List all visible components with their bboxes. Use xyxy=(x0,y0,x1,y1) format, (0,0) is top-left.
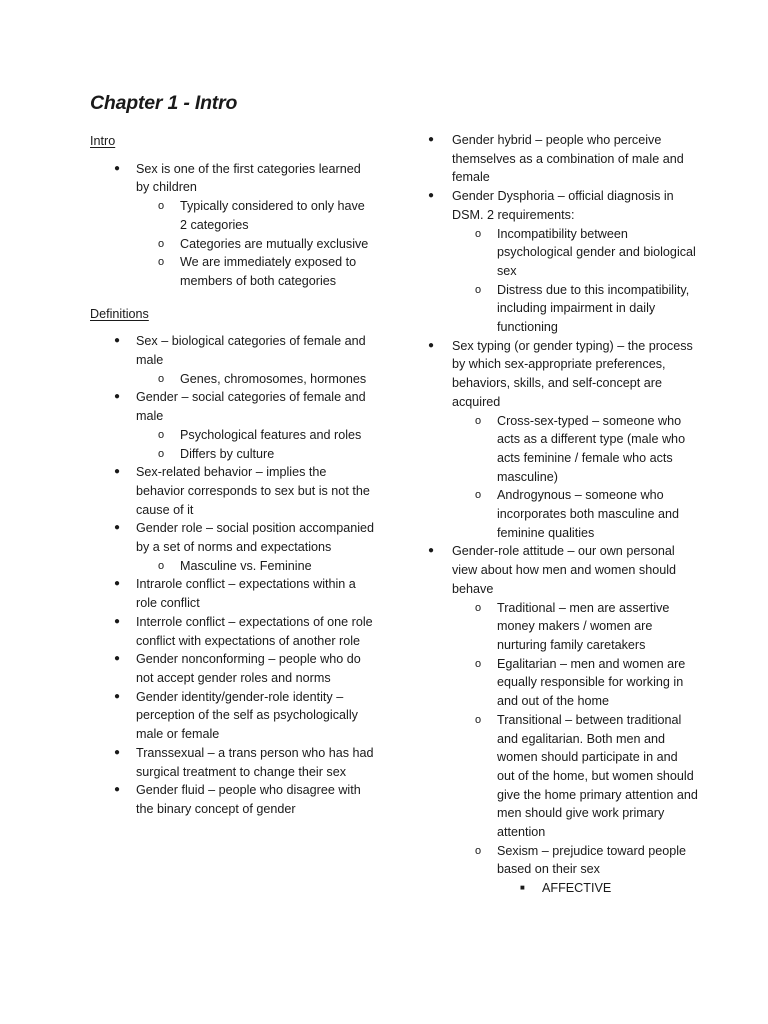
list-item: o Egalitarian – men and women are equally responsible for working in and out of the home xyxy=(475,656,686,709)
right-list xyxy=(428,131,698,898)
list-item: ● Intrarole conflict – expectations within a role conflict xyxy=(114,577,356,611)
bullet-icon: ● xyxy=(114,746,121,758)
bullet-icon: ● xyxy=(114,784,121,796)
list-item: o Cross-sex-typed – someone who acts as a different type (male who acts feminine / female who acts masculine) xyxy=(475,413,686,484)
bullet-icon: ● xyxy=(428,134,435,145)
bullet-icon: ● xyxy=(114,653,121,665)
left-column xyxy=(90,132,375,819)
list-item: ● Interrole conflict – expectations of one role conflict with expectations of another role xyxy=(114,614,373,648)
section-heading-definitions: Definitions xyxy=(90,306,149,321)
intro-list xyxy=(90,160,375,291)
list-item: ● Sex is one of the first categories learned by children xyxy=(114,161,361,195)
list-item: ● Gender hybrid – people who perceive themselves as a combination of male and female xyxy=(428,133,684,185)
list-item: ● Sex-related behavior – implies the behavior corresponds to sex but is not the cause of it xyxy=(114,465,370,517)
bullet-icon: ● xyxy=(114,690,121,702)
bullet-icon: ● xyxy=(114,578,121,590)
definitions-list xyxy=(90,332,375,818)
circle-bullet-icon: o xyxy=(475,657,482,670)
circle-bullet-icon: o xyxy=(475,489,482,502)
list-item: ● Gender nonconforming – people who do not accept gender roles and norms xyxy=(114,652,361,685)
list-item: o Typically considered to only have 2 categories xyxy=(158,199,365,232)
list-item: o Incompatibility between psychological gender and biological sex xyxy=(475,226,696,278)
circle-bullet-icon: o xyxy=(475,227,482,240)
circle-bullet-icon: o xyxy=(475,414,482,427)
square-bullet-icon: ■ xyxy=(520,883,525,893)
circle-bullet-icon: o xyxy=(158,200,165,213)
circle-bullet-icon: o xyxy=(158,559,165,572)
circle-bullet-icon: o xyxy=(158,428,165,441)
list-item: o Psychological features and roles xyxy=(158,427,362,442)
list-item: o Distress due to this incompatibility, including impairment in daily functioning xyxy=(475,282,690,335)
list-item: ● Gender identity/gender-role identity – perception of the self as psychologically male or female xyxy=(114,689,358,742)
right-column xyxy=(428,131,698,898)
list-item: ● Sex – biological categories of female and male xyxy=(114,334,366,368)
circle-bullet-icon: o xyxy=(475,283,482,296)
circle-bullet-icon: o xyxy=(158,372,165,385)
circle-bullet-icon: o xyxy=(158,237,165,250)
list-item: o Differs by culture xyxy=(158,446,275,461)
list-item: ● Transsexual – a trans person who has had surgical treatment to change their sex xyxy=(114,745,374,779)
list-item: ■ AFFECTIVE xyxy=(428,879,698,898)
bullet-icon: ● xyxy=(114,335,121,347)
list-item: o Traditional – men are assertive money makers / women are nurturing family caretakers xyxy=(475,600,670,652)
circle-bullet-icon: o xyxy=(158,447,165,460)
list-item: ● Gender – social categories of female and male xyxy=(114,390,366,424)
circle-bullet-icon: o xyxy=(475,601,482,614)
page-title: Chapter 1 - Intro xyxy=(90,92,238,114)
bullet-icon: ● xyxy=(428,190,435,202)
circle-bullet-icon: o xyxy=(158,256,165,269)
list-item: o Transitional – between traditional and egalitarian. Both men and women should participate in and out of the home, but women should give the home primary attention and men should give work primary attention xyxy=(475,712,698,840)
list-item: ● Gender-role attitude – our own personal view about how men and women should behave xyxy=(428,544,677,596)
circle-bullet-icon: o xyxy=(475,844,482,857)
list-item: ● Sex typing (or gender typing) – the process by which sex-appropriate preferences, behaviors, skills, and self-concept are acquired xyxy=(428,338,693,409)
bullet-icon: ● xyxy=(428,339,435,351)
list-item: o Categories are mutually exclusive xyxy=(158,236,369,251)
bullet-icon: ● xyxy=(114,615,121,627)
list-item: o Masculine vs. Feminine xyxy=(158,558,312,573)
list-item: ● Gender role – social position accompanied by a set of norms and expectations xyxy=(114,521,375,555)
list-item: ● Gender Dysphoria – official diagnosis in DSM. 2 requirements: xyxy=(428,189,674,222)
section-heading-intro: Intro xyxy=(90,134,116,148)
bullet-icon: ● xyxy=(428,545,435,557)
list-item: o Genes, chromosomes, hormones xyxy=(158,371,367,386)
list-item: o We are immediately exposed to members of both categories xyxy=(158,255,357,288)
circle-bullet-icon: o xyxy=(475,713,482,726)
list-item: o Androgynous – someone who incorporates both masculine and feminine qualities xyxy=(475,488,680,540)
bullet-icon: ● xyxy=(114,466,121,478)
bullet-icon: ● xyxy=(114,391,121,403)
bullet-icon: ● xyxy=(114,522,121,534)
list-item: ● Gender fluid – people who disagree with the binary concept of gender xyxy=(114,783,361,816)
bullet-icon: ● xyxy=(114,162,121,174)
list-item: o Sexism – prejudice toward people based on their sex xyxy=(475,843,687,877)
